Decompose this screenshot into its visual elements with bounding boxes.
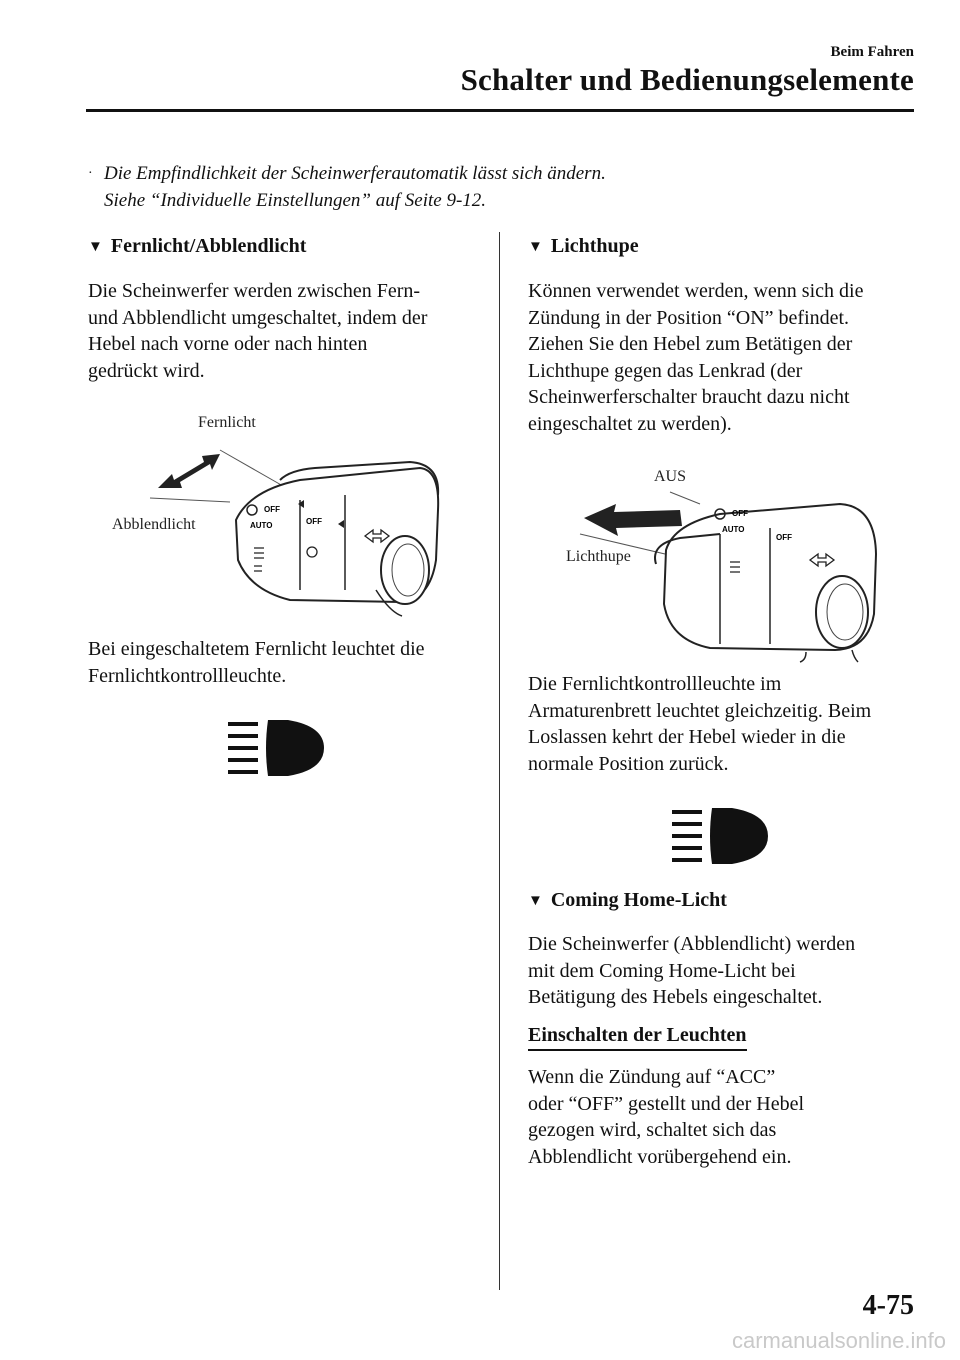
switch-text-off-2: OFF — [776, 533, 792, 542]
text-line: Scheinwerferschalter braucht dazu nicht — [528, 386, 850, 408]
text-line: oder “OFF” gestellt und der Hebel — [528, 1092, 805, 1115]
text-line: Lichthupe gegen das Lenkrad (der — [528, 359, 803, 382]
text-line: Die Scheinwerfer (Abblendlicht) werden — [528, 933, 856, 955]
lever-illustration-right — [570, 484, 890, 664]
text-line: Betätigung des Hebels eingeschaltet. — [528, 986, 823, 1008]
heading-coming-home — [528, 889, 727, 912]
switch-text-off-1: OFF — [732, 509, 748, 518]
text-line: gezogen wird, schaltet sich das — [528, 1119, 777, 1141]
note-block — [88, 160, 908, 216]
note-line-1: Die Empfindlichkeit der Scheinwerferautomatik lässt sich ändern. — [104, 163, 606, 184]
text-line: Fernlichtkontrollleuchte. — [88, 664, 287, 687]
switch-text-off-2: OFF — [306, 517, 322, 526]
section-label: Beim Fahren — [830, 44, 914, 60]
bullet-icon: · — [88, 166, 93, 181]
subheading-einschalten: Einschalten der Leuchten — [528, 1024, 747, 1051]
text-line: Wenn die Zündung auf “ACC” — [528, 1066, 776, 1088]
heading-text: Fernlicht/Abblendlicht — [110, 235, 307, 257]
right-paragraph-1 — [528, 278, 863, 437]
text-line: Abblendlicht vorübergehend ein. — [528, 1145, 792, 1168]
triangle-down-icon: ▼ — [528, 239, 543, 255]
page-number: 4-75 — [862, 1290, 914, 1321]
text-line: Hebel nach vorne oder nach hinten — [88, 333, 368, 355]
text-line: gedrückt wird. — [88, 359, 205, 382]
text-line: Bei eingeschaltetem Fernlicht leuchtet die — [88, 638, 425, 660]
right-paragraph-4 — [528, 1064, 804, 1170]
text-line: Können verwendet werden, wenn sich die — [528, 280, 864, 302]
column-divider — [499, 232, 500, 1290]
header-rule — [86, 109, 914, 112]
high-beam-indicator-icon — [228, 718, 328, 780]
switch-text-off-1: OFF — [264, 505, 280, 514]
text-line: und Abblendlicht umgeschaltet, indem der — [88, 306, 428, 329]
triangle-down-icon: ▼ — [88, 239, 103, 255]
text-line: Die Scheinwerfer werden zwischen Fern- — [88, 280, 421, 302]
switch-text-auto: AUTO — [722, 525, 745, 534]
label-aus: AUS — [654, 468, 687, 485]
pull-arrow-icon — [584, 504, 682, 536]
text-line: Die Fernlichtkontrollleuchte im — [528, 673, 782, 695]
text-line: Zündung in der Position “ON” befindet. — [528, 306, 850, 329]
label-abblendlicht: Abblendlicht — [112, 516, 196, 533]
watermark[interactable]: carmanualsonline.info — [731, 1328, 946, 1353]
double-arrow-icon — [158, 454, 220, 488]
heading-lichthupe — [528, 235, 639, 258]
text-line: eingeschaltet zu werden). — [528, 412, 732, 435]
note-line-2: Siehe “Individuelle Einstellungen” auf Seite 9-12. — [104, 190, 487, 211]
label-fernlicht: Fernlicht — [198, 414, 256, 431]
text-line: Ziehen Sie den Hebel zum Betätigen der — [528, 333, 853, 355]
label-lichthupe: Lichthupe — [566, 548, 631, 565]
page-title: Schalter und Bedienungselemente — [460, 62, 914, 97]
high-beam-indicator-icon — [672, 806, 772, 868]
right-paragraph-2 — [528, 671, 871, 777]
heading-text: Lichthupe — [550, 235, 639, 257]
triangle-down-icon: ▼ — [528, 893, 543, 909]
left-paragraph-1 — [88, 278, 427, 384]
text-line: Armaturenbrett leuchtet gleichzeitig. Beim — [528, 699, 872, 722]
text-line: Loslassen kehrt der Hebel wieder in die — [528, 726, 846, 748]
heading-text: Coming Home-Licht — [550, 889, 727, 911]
lever-illustration-left — [140, 440, 460, 620]
heading-fernlicht — [88, 235, 306, 258]
right-paragraph-3 — [528, 931, 855, 1011]
text-line: normale Position zurück. — [528, 752, 729, 775]
switch-text-auto: AUTO — [250, 521, 273, 530]
text-line: mit dem Coming Home-Licht bei — [528, 959, 796, 982]
left-paragraph-2 — [88, 636, 425, 689]
